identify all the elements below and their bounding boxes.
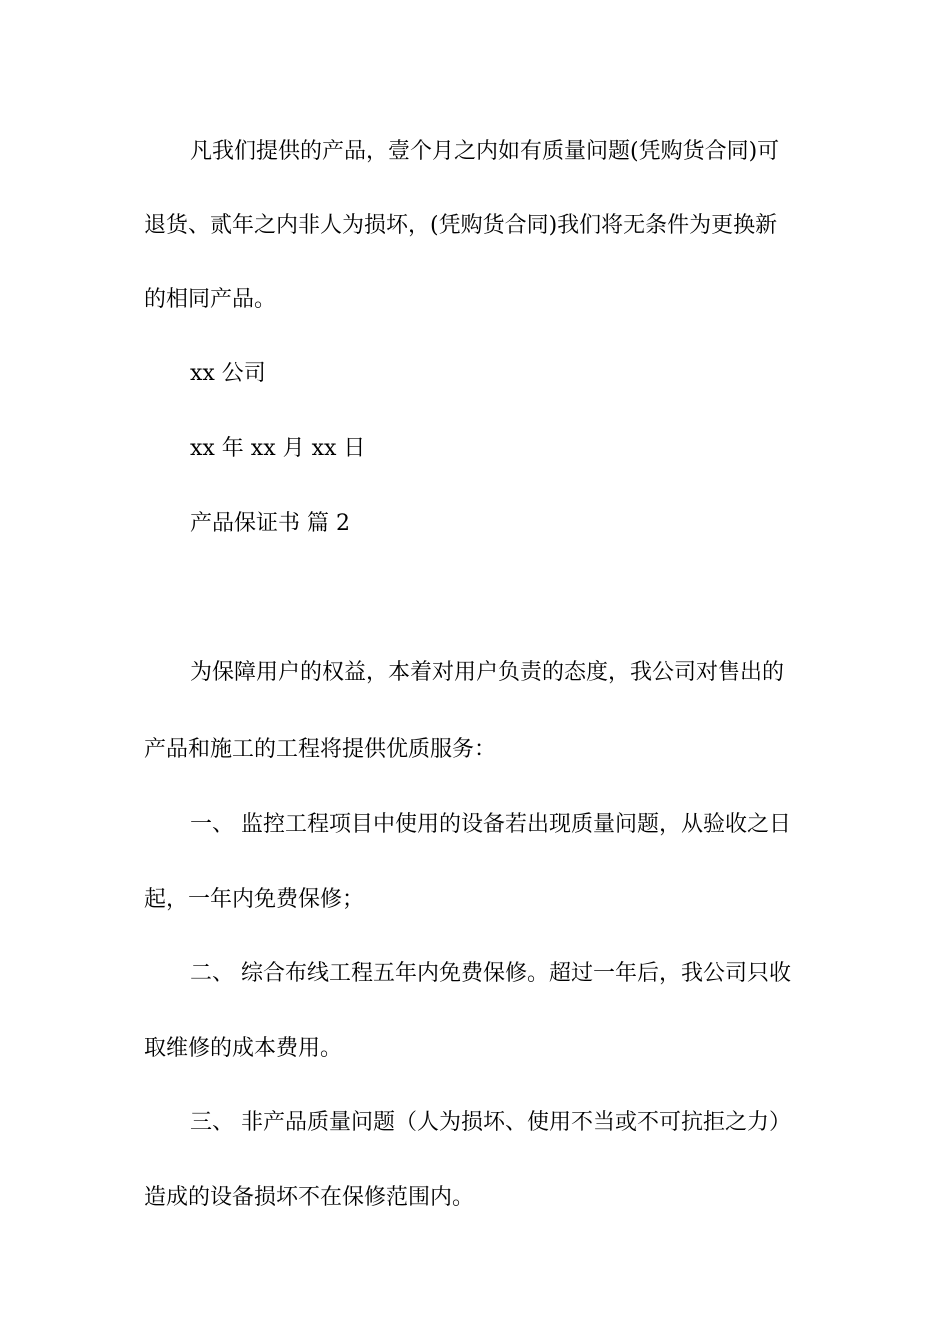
date-line: xx 年 xx 月 xx 日 bbox=[190, 436, 366, 461]
item-2-line-1: 二、 综合布线工程五年内免费保修。超过一年后，我公司只收 bbox=[190, 961, 791, 986]
paragraph-1-line-2: 退货、贰年之内非人为损坏，(凭购货合同)我们将无条件为更换新 bbox=[144, 213, 778, 238]
section-title: 产品保证书 篇 2 bbox=[190, 511, 350, 536]
item-1-line-2: 起，一年内免费保修； bbox=[144, 887, 365, 912]
paragraph-1-line-3: 的相同产品。 bbox=[144, 287, 277, 312]
paragraph-2-line-1: 为保障用户的权益，本着对用户负责的态度，我公司对售出的 bbox=[190, 660, 785, 685]
paragraph-2-line-2: 产品和施工的工程将提供优质服务： bbox=[144, 737, 497, 762]
item-3-line-1: 三、 非产品质量问题（人为损坏、使用不当或不可抗拒之力） bbox=[190, 1110, 791, 1135]
item-3-line-2: 造成的设备损坏不在保修范围内。 bbox=[144, 1185, 475, 1210]
item-1-line-1: 一、 监控工程项目中使用的设备若出现质量问题，从验收之日 bbox=[190, 812, 791, 837]
paragraph-1-line-1: 凡我们提供的产品，壹个月之内如有质量问题(凭购货合同)可 bbox=[190, 139, 780, 164]
item-2-line-2: 取维修的成本费用。 bbox=[144, 1036, 343, 1061]
company-name: xx 公司 bbox=[190, 361, 266, 386]
